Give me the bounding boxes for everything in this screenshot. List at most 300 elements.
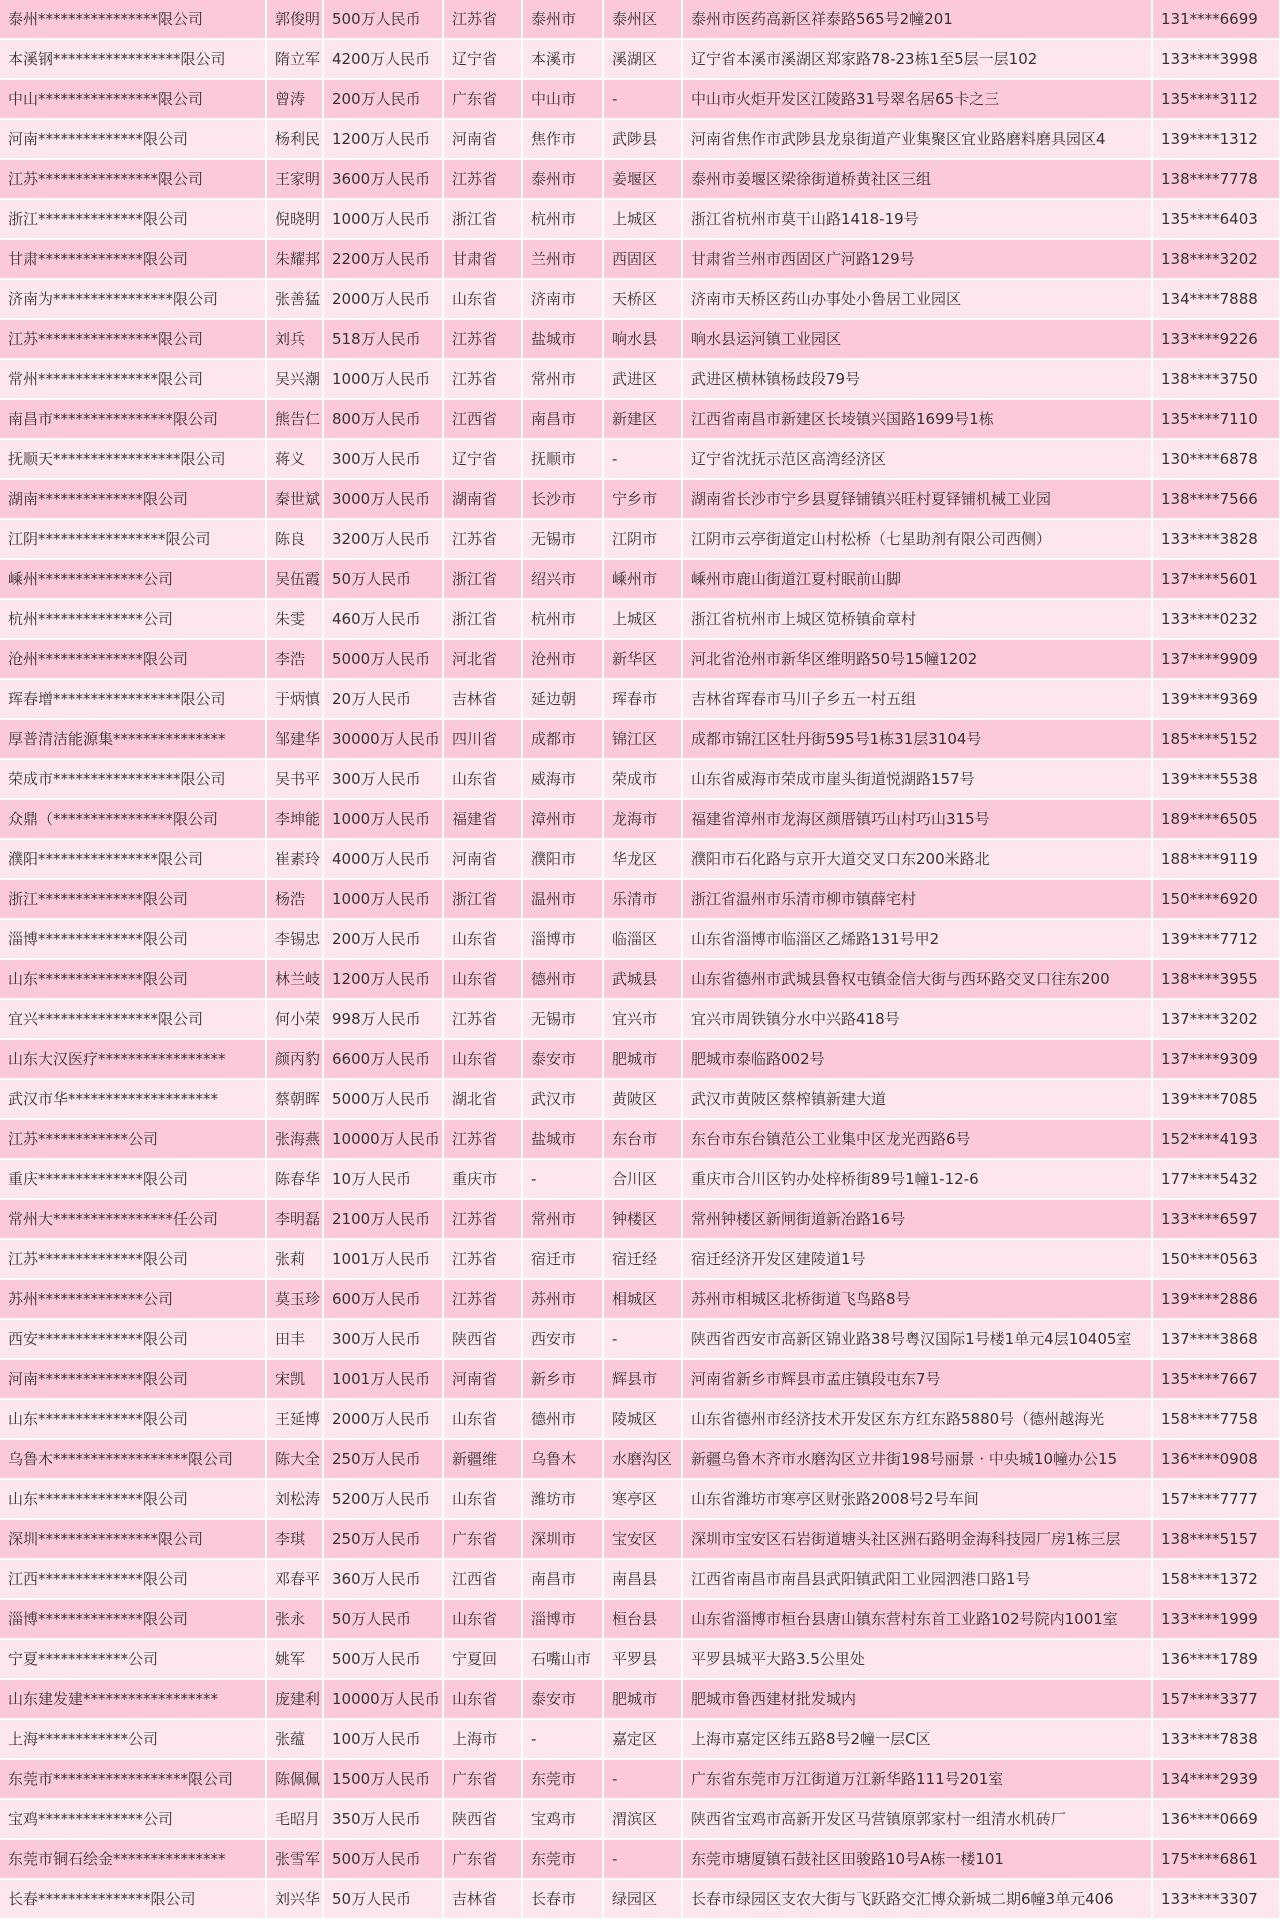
cell-company: 甘肃**************限公司 bbox=[0, 239, 266, 279]
cell-legal-person: 陈大全 bbox=[266, 1439, 323, 1479]
cell-legal-person: 张永 bbox=[266, 1599, 323, 1639]
cell-city: 新乡市 bbox=[522, 1359, 603, 1399]
cell-capital: 50万人民币 bbox=[323, 559, 443, 599]
cell-address: 陕西省西安市高新区锦业路38号粤汉国际1号楼1单元4层10405室 bbox=[682, 1319, 1152, 1359]
cell-phone: 150****6920 bbox=[1152, 879, 1280, 919]
cell-company: 河南**************限公司 bbox=[0, 119, 266, 159]
cell-phone: 139****7085 bbox=[1152, 1079, 1280, 1119]
cell-district: 辉县市 bbox=[603, 1359, 682, 1399]
cell-phone: 133****3307 bbox=[1152, 1879, 1280, 1919]
cell-district: 肥城市 bbox=[603, 1039, 682, 1079]
cell-capital: 3000万人民币 bbox=[323, 479, 443, 519]
cell-company: 长春***************限公司 bbox=[0, 1879, 266, 1919]
table-row bbox=[0, 799, 1280, 839]
cell-address: 肥城市鲁西建材批发城内 bbox=[682, 1679, 1152, 1719]
cell-company: 山东大汉医疗***************** bbox=[0, 1039, 266, 1079]
cell-province: 江苏省 bbox=[443, 519, 522, 559]
cell-address: 东莞市塘厦镇石鼓社区田骏路10号A栋一楼101 bbox=[682, 1839, 1152, 1879]
cell-capital: 600万人民币 bbox=[323, 1279, 443, 1319]
cell-province: 宁夏回 bbox=[443, 1639, 522, 1679]
cell-legal-person: 崔素玲 bbox=[266, 839, 323, 879]
cell-province: 江苏省 bbox=[443, 1279, 522, 1319]
cell-phone: 134****7888 bbox=[1152, 279, 1280, 319]
cell-district: 武城县 bbox=[603, 959, 682, 999]
cell-province: 浙江省 bbox=[443, 199, 522, 239]
cell-city: 延边朝 bbox=[522, 679, 603, 719]
cell-city: 濮阳市 bbox=[522, 839, 603, 879]
cell-capital: 5200万人民币 bbox=[323, 1479, 443, 1519]
cell-company: 宁夏************公司 bbox=[0, 1639, 266, 1679]
cell-district: 珲春市 bbox=[603, 679, 682, 719]
table-row bbox=[0, 119, 1280, 159]
cell-capital: 500万人民币 bbox=[323, 1839, 443, 1879]
cell-capital: 1001万人民币 bbox=[323, 1359, 443, 1399]
table-row bbox=[0, 39, 1280, 79]
cell-capital: 5000万人民币 bbox=[323, 639, 443, 679]
cell-city: 长春市 bbox=[522, 1879, 603, 1919]
cell-legal-person: 熊告仁 bbox=[266, 399, 323, 439]
cell-legal-person: 张蕴 bbox=[266, 1719, 323, 1759]
cell-legal-person: 倪晓明 bbox=[266, 199, 323, 239]
cell-phone: 139****2886 bbox=[1152, 1279, 1280, 1319]
cell-capital: 1200万人民币 bbox=[323, 119, 443, 159]
cell-city: 漳州市 bbox=[522, 799, 603, 839]
cell-address: 浙江省杭州市上城区笕桥镇俞章村 bbox=[682, 599, 1152, 639]
cell-company: 东莞市******************限公司 bbox=[0, 1759, 266, 1799]
cell-address: 重庆市合川区钓办处梓桥街89号1幢1-12-6 bbox=[682, 1159, 1152, 1199]
cell-company: 抚顺天*****************限公司 bbox=[0, 439, 266, 479]
cell-capital: 2100万人民币 bbox=[323, 1199, 443, 1239]
cell-district: 宝安区 bbox=[603, 1519, 682, 1559]
cell-address: 江阴市云亭街道定山村松桥（七星助剂有限公司西侧） bbox=[682, 519, 1152, 559]
cell-province: 浙江省 bbox=[443, 559, 522, 599]
cell-province: 江苏省 bbox=[443, 359, 522, 399]
cell-company: 西安**************限公司 bbox=[0, 1319, 266, 1359]
table-row bbox=[0, 399, 1280, 439]
cell-company: 常州大****************任公司 bbox=[0, 1199, 266, 1239]
cell-city: 深圳市 bbox=[522, 1519, 603, 1559]
table-row bbox=[0, 1399, 1280, 1439]
cell-city: 泰安市 bbox=[522, 1679, 603, 1719]
cell-company: 江苏****************限公司 bbox=[0, 319, 266, 359]
cell-district: - bbox=[603, 79, 682, 119]
cell-company: 泰州****************限公司 bbox=[0, 0, 266, 39]
cell-district: 宿迁经 bbox=[603, 1239, 682, 1279]
cell-address: 江西省南昌市南昌县武阳镇武阳工业园泗港口路1号 bbox=[682, 1559, 1152, 1599]
cell-phone: 139****9369 bbox=[1152, 679, 1280, 719]
cell-legal-person: 曾涛 bbox=[266, 79, 323, 119]
cell-province: 上海市 bbox=[443, 1719, 522, 1759]
cell-district: 武陟县 bbox=[603, 119, 682, 159]
cell-district: 上城区 bbox=[603, 599, 682, 639]
cell-phone: 139****7712 bbox=[1152, 919, 1280, 959]
cell-address: 苏州市相城区北桥街道飞鸟路8号 bbox=[682, 1279, 1152, 1319]
cell-province: 江苏省 bbox=[443, 0, 522, 39]
cell-company: 南昌市****************限公司 bbox=[0, 399, 266, 439]
cell-district: 姜堰区 bbox=[603, 159, 682, 199]
table-row bbox=[0, 919, 1280, 959]
cell-company: 山东**************限公司 bbox=[0, 959, 266, 999]
cell-address: 福建省漳州市龙海区颜厝镇巧山村巧山315号 bbox=[682, 799, 1152, 839]
cell-capital: 350万人民币 bbox=[323, 1799, 443, 1839]
cell-phone: 133****3828 bbox=[1152, 519, 1280, 559]
cell-capital: 2000万人民币 bbox=[323, 1399, 443, 1439]
cell-province: 浙江省 bbox=[443, 599, 522, 639]
cell-province: 山东省 bbox=[443, 1679, 522, 1719]
table-row bbox=[0, 1319, 1280, 1359]
cell-district: 龙海市 bbox=[603, 799, 682, 839]
cell-city: 中山市 bbox=[522, 79, 603, 119]
cell-phone: 136****0908 bbox=[1152, 1439, 1280, 1479]
cell-capital: 200万人民币 bbox=[323, 79, 443, 119]
cell-city: 淄博市 bbox=[522, 1599, 603, 1639]
cell-province: 陕西省 bbox=[443, 1799, 522, 1839]
cell-city: 乌鲁木 bbox=[522, 1439, 603, 1479]
cell-province: 广东省 bbox=[443, 1519, 522, 1559]
cell-phone: 133****6597 bbox=[1152, 1199, 1280, 1239]
cell-capital: 5000万人民币 bbox=[323, 1079, 443, 1119]
cell-capital: 1000万人民币 bbox=[323, 879, 443, 919]
cell-district: 响水县 bbox=[603, 319, 682, 359]
cell-address: 武汉市黄陂区蔡榨镇新建大道 bbox=[682, 1079, 1152, 1119]
cell-district: 嵊州市 bbox=[603, 559, 682, 599]
cell-company: 湖南**************限公司 bbox=[0, 479, 266, 519]
cell-city: 沧州市 bbox=[522, 639, 603, 679]
cell-phone: 135****7110 bbox=[1152, 399, 1280, 439]
cell-company: 江苏****************限公司 bbox=[0, 159, 266, 199]
table-row bbox=[0, 159, 1280, 199]
cell-district: 锦江区 bbox=[603, 719, 682, 759]
cell-legal-person: 刘兴华 bbox=[266, 1879, 323, 1919]
cell-city: 宝鸡市 bbox=[522, 1799, 603, 1839]
cell-company: 东莞市铜石绘金*************** bbox=[0, 1839, 266, 1879]
cell-legal-person: 颜丙豹 bbox=[266, 1039, 323, 1079]
cell-address: 湖南省长沙市宁乡县夏铎铺镇兴旺村夏铎铺机械工业园 bbox=[682, 479, 1152, 519]
table-row bbox=[0, 639, 1280, 679]
cell-city: 淄博市 bbox=[522, 919, 603, 959]
cell-company: 乌鲁木******************限公司 bbox=[0, 1439, 266, 1479]
table-row bbox=[0, 1759, 1280, 1799]
cell-phone: 152****4193 bbox=[1152, 1119, 1280, 1159]
cell-company: 重庆**************限公司 bbox=[0, 1159, 266, 1199]
cell-district: 武进区 bbox=[603, 359, 682, 399]
table-row bbox=[0, 0, 1280, 39]
cell-district: 新建区 bbox=[603, 399, 682, 439]
cell-company: 荣成市*****************限公司 bbox=[0, 759, 266, 799]
cell-city: 焦作市 bbox=[522, 119, 603, 159]
cell-address: 新疆乌鲁木齐市水磨沟区立井街198号丽景 · 中央城10幢办公15 bbox=[682, 1439, 1152, 1479]
cell-phone: 188****9119 bbox=[1152, 839, 1280, 879]
cell-legal-person: 杨浩 bbox=[266, 879, 323, 919]
cell-capital: 200万人民币 bbox=[323, 919, 443, 959]
cell-capital: 4000万人民币 bbox=[323, 839, 443, 879]
cell-address: 吉林省珲春市马川子乡五一村五组 bbox=[682, 679, 1152, 719]
cell-phone: 137****3202 bbox=[1152, 999, 1280, 1039]
cell-legal-person: 陈良 bbox=[266, 519, 323, 559]
cell-province: 吉林省 bbox=[443, 679, 522, 719]
cell-company: 济南为****************限公司 bbox=[0, 279, 266, 319]
cell-address: 武进区横林镇杨歧段79号 bbox=[682, 359, 1152, 399]
cell-province: 广东省 bbox=[443, 1759, 522, 1799]
cell-phone: 138****7778 bbox=[1152, 159, 1280, 199]
table-row bbox=[0, 1719, 1280, 1759]
cell-legal-person: 姚军 bbox=[266, 1639, 323, 1679]
cell-legal-person: 陈春华 bbox=[266, 1159, 323, 1199]
cell-phone: 138****7566 bbox=[1152, 479, 1280, 519]
table-row bbox=[0, 1039, 1280, 1079]
table-row bbox=[0, 1519, 1280, 1559]
cell-capital: 250万人民币 bbox=[323, 1439, 443, 1479]
cell-company: 淄博**************限公司 bbox=[0, 1599, 266, 1639]
cell-legal-person: 莫玉珍 bbox=[266, 1279, 323, 1319]
cell-province: 广东省 bbox=[443, 79, 522, 119]
cell-address: 山东省威海市荣成市崖头街道悦湖路157号 bbox=[682, 759, 1152, 799]
cell-address: 泰州市医药高新区祥泰路565号2幢201 bbox=[682, 0, 1152, 39]
cell-province: 广东省 bbox=[443, 1839, 522, 1879]
cell-address: 宜兴市周铁镇分水中兴路418号 bbox=[682, 999, 1152, 1039]
cell-district: 东台市 bbox=[603, 1119, 682, 1159]
cell-legal-person: 李坤能 bbox=[266, 799, 323, 839]
cell-city: 济南市 bbox=[522, 279, 603, 319]
cell-capital: 30000万人民币 bbox=[323, 719, 443, 759]
cell-capital: 300万人民币 bbox=[323, 1319, 443, 1359]
cell-address: 中山市火炬开发区江陵路31号翠名居65卡之三 bbox=[682, 79, 1152, 119]
cell-district: 寒亭区 bbox=[603, 1479, 682, 1519]
cell-district: 新华区 bbox=[603, 639, 682, 679]
cell-phone: 134****2939 bbox=[1152, 1759, 1280, 1799]
table-row bbox=[0, 519, 1280, 559]
cell-phone: 158****1372 bbox=[1152, 1559, 1280, 1599]
cell-phone: 138****3955 bbox=[1152, 959, 1280, 999]
cell-city: 泰安市 bbox=[522, 1039, 603, 1079]
cell-company: 江西**************限公司 bbox=[0, 1559, 266, 1599]
cell-capital: 4200万人民币 bbox=[323, 39, 443, 79]
cell-phone: 136****1789 bbox=[1152, 1639, 1280, 1679]
cell-legal-person: 朱耀邦 bbox=[266, 239, 323, 279]
cell-city: 常州市 bbox=[522, 1199, 603, 1239]
cell-address: 河南省新乡市辉县市孟庄镇段屯东7号 bbox=[682, 1359, 1152, 1399]
cell-address: 泰州市姜堰区梁徐街道桥黄社区三组 bbox=[682, 159, 1152, 199]
cell-city: 石嘴山市 bbox=[522, 1639, 603, 1679]
cell-city: - bbox=[522, 1719, 603, 1759]
cell-province: 山东省 bbox=[443, 919, 522, 959]
cell-city: 南昌市 bbox=[522, 399, 603, 439]
cell-address: 山东省淄博市桓台县唐山镇东营村东首工业路102号院内1001室 bbox=[682, 1599, 1152, 1639]
cell-district: 钟楼区 bbox=[603, 1199, 682, 1239]
cell-address: 济南市天桥区药山办事处小鲁居工业园区 bbox=[682, 279, 1152, 319]
cell-phone: 177****5432 bbox=[1152, 1159, 1280, 1199]
cell-company: 厚普清洁能源集*************** bbox=[0, 719, 266, 759]
cell-district: 临淄区 bbox=[603, 919, 682, 959]
table-row bbox=[0, 1799, 1280, 1839]
cell-legal-person: 吴兴潮 bbox=[266, 359, 323, 399]
cell-district: 溪湖区 bbox=[603, 39, 682, 79]
cell-phone: 185****5152 bbox=[1152, 719, 1280, 759]
cell-company: 山东建发建****************** bbox=[0, 1679, 266, 1719]
cell-district: 嘉定区 bbox=[603, 1719, 682, 1759]
cell-province: 江苏省 bbox=[443, 1119, 522, 1159]
cell-district: 华龙区 bbox=[603, 839, 682, 879]
cell-city: 无锡市 bbox=[522, 519, 603, 559]
cell-district: 乐清市 bbox=[603, 879, 682, 919]
cell-phone: 137****9909 bbox=[1152, 639, 1280, 679]
cell-address: 肥城市泰临路002号 bbox=[682, 1039, 1152, 1079]
cell-capital: 500万人民币 bbox=[323, 1639, 443, 1679]
table-row bbox=[0, 479, 1280, 519]
table-row bbox=[0, 1559, 1280, 1599]
cell-district: 宁乡市 bbox=[603, 479, 682, 519]
cell-company: 山东**************限公司 bbox=[0, 1399, 266, 1439]
cell-capital: 1000万人民币 bbox=[323, 799, 443, 839]
cell-province: 辽宁省 bbox=[443, 39, 522, 79]
table-row bbox=[0, 1119, 1280, 1159]
table-row bbox=[0, 1639, 1280, 1679]
cell-city: 兰州市 bbox=[522, 239, 603, 279]
cell-province: 河南省 bbox=[443, 119, 522, 159]
cell-address: 甘肃省兰州市西固区广河路129号 bbox=[682, 239, 1152, 279]
cell-capital: 360万人民币 bbox=[323, 1559, 443, 1599]
table-row bbox=[0, 1679, 1280, 1719]
cell-legal-person: 林兰岐 bbox=[266, 959, 323, 999]
cell-company: 江苏************公司 bbox=[0, 1119, 266, 1159]
table-row bbox=[0, 759, 1280, 799]
cell-city: 长沙市 bbox=[522, 479, 603, 519]
cell-city: 潍坊市 bbox=[522, 1479, 603, 1519]
cell-province: 山东省 bbox=[443, 1479, 522, 1519]
cell-province: 重庆市 bbox=[443, 1159, 522, 1199]
cell-capital: 518万人民币 bbox=[323, 319, 443, 359]
cell-district: 宜兴市 bbox=[603, 999, 682, 1039]
cell-phone: 133****7838 bbox=[1152, 1719, 1280, 1759]
cell-phone: 157****3377 bbox=[1152, 1679, 1280, 1719]
cell-legal-person: 张莉 bbox=[266, 1239, 323, 1279]
cell-company: 众鼎（****************限公司 bbox=[0, 799, 266, 839]
cell-capital: 3200万人民币 bbox=[323, 519, 443, 559]
table-row bbox=[0, 959, 1280, 999]
cell-city: 杭州市 bbox=[522, 599, 603, 639]
table-row bbox=[0, 1879, 1280, 1919]
cell-city: 武汉市 bbox=[522, 1079, 603, 1119]
cell-city: 东莞市 bbox=[522, 1759, 603, 1799]
cell-capital: 1200万人民币 bbox=[323, 959, 443, 999]
table-row bbox=[0, 719, 1280, 759]
cell-address: 浙江省杭州市莫干山路1418-19号 bbox=[682, 199, 1152, 239]
table-row bbox=[0, 559, 1280, 599]
cell-company: 珲春增*****************限公司 bbox=[0, 679, 266, 719]
cell-province: 河北省 bbox=[443, 639, 522, 679]
table-row bbox=[0, 359, 1280, 399]
cell-company: 山东**************限公司 bbox=[0, 1479, 266, 1519]
cell-company: 上海************公司 bbox=[0, 1719, 266, 1759]
cell-address: 浙江省温州市乐清市柳市镇薛宅村 bbox=[682, 879, 1152, 919]
cell-company: 深圳****************限公司 bbox=[0, 1519, 266, 1559]
cell-address: 山东省淄博市临淄区乙烯路131号甲2 bbox=[682, 919, 1152, 959]
cell-district: 上城区 bbox=[603, 199, 682, 239]
cell-phone: 131****6699 bbox=[1152, 0, 1280, 39]
cell-legal-person: 秦世斌 bbox=[266, 479, 323, 519]
cell-legal-person: 李琪 bbox=[266, 1519, 323, 1559]
cell-address: 江西省南昌市新建区长堎镇兴国路1699号1栋 bbox=[682, 399, 1152, 439]
cell-district: 西固区 bbox=[603, 239, 682, 279]
cell-capital: 2200万人民币 bbox=[323, 239, 443, 279]
cell-province: 湖北省 bbox=[443, 1079, 522, 1119]
cell-province: 四川省 bbox=[443, 719, 522, 759]
cell-address: 辽宁省本溪市溪湖区郑家路78-23栋1至5层一层102 bbox=[682, 39, 1152, 79]
cell-district: - bbox=[603, 439, 682, 479]
cell-legal-person: 李明磊 bbox=[266, 1199, 323, 1239]
cell-district: - bbox=[603, 1839, 682, 1879]
cell-district: 绿园区 bbox=[603, 1879, 682, 1919]
cell-address: 山东省德州市经济技术开发区东方红东路5880号（德州越海光 bbox=[682, 1399, 1152, 1439]
cell-city: 泰州市 bbox=[522, 0, 603, 39]
cell-address: 陕西省宝鸡市高新开发区马营镇原郭家村一组清水机砖厂 bbox=[682, 1799, 1152, 1839]
cell-legal-person: 宋凯 bbox=[266, 1359, 323, 1399]
cell-capital: 1000万人民币 bbox=[323, 199, 443, 239]
cell-company: 浙江**************限公司 bbox=[0, 199, 266, 239]
cell-legal-person: 蔡朝晖 bbox=[266, 1079, 323, 1119]
cell-capital: 300万人民币 bbox=[323, 759, 443, 799]
cell-district: 天桥区 bbox=[603, 279, 682, 319]
cell-company: 河南**************限公司 bbox=[0, 1359, 266, 1399]
cell-province: 山东省 bbox=[443, 959, 522, 999]
cell-phone: 158****7758 bbox=[1152, 1399, 1280, 1439]
cell-province: 吉林省 bbox=[443, 1879, 522, 1919]
cell-city: 南昌市 bbox=[522, 1559, 603, 1599]
cell-legal-person: 王延博 bbox=[266, 1399, 323, 1439]
cell-phone: 175****6861 bbox=[1152, 1839, 1280, 1879]
cell-address: 成都市锦江区牡丹街595号1栋31层3104号 bbox=[682, 719, 1152, 759]
cell-phone: 133****3998 bbox=[1152, 39, 1280, 79]
cell-capital: 1001万人民币 bbox=[323, 1239, 443, 1279]
cell-district: 荣成市 bbox=[603, 759, 682, 799]
cell-province: 福建省 bbox=[443, 799, 522, 839]
cell-phone: 136****0669 bbox=[1152, 1799, 1280, 1839]
cell-legal-person: 朱雯 bbox=[266, 599, 323, 639]
cell-district: 合川区 bbox=[603, 1159, 682, 1199]
cell-province: 河南省 bbox=[443, 1359, 522, 1399]
cell-district: 江阴市 bbox=[603, 519, 682, 559]
cell-province: 甘肃省 bbox=[443, 239, 522, 279]
cell-district: 桓台县 bbox=[603, 1599, 682, 1639]
cell-district: 黄陂区 bbox=[603, 1079, 682, 1119]
table-row bbox=[0, 319, 1280, 359]
cell-city: 盐城市 bbox=[522, 1119, 603, 1159]
cell-province: 山东省 bbox=[443, 759, 522, 799]
cell-district: 肥城市 bbox=[603, 1679, 682, 1719]
cell-legal-person: 蒋义 bbox=[266, 439, 323, 479]
cell-district: - bbox=[603, 1319, 682, 1359]
cell-address: 深圳市宝安区石岩街道塘头社区洲石路明金海科技园厂房1栋三层 bbox=[682, 1519, 1152, 1559]
cell-capital: 2000万人民币 bbox=[323, 279, 443, 319]
cell-legal-person: 陈佩佩 bbox=[266, 1759, 323, 1799]
cell-city: 苏州市 bbox=[522, 1279, 603, 1319]
cell-address: 嵊州市鹿山街道江夏村眠前山脚 bbox=[682, 559, 1152, 599]
cell-district: 平罗县 bbox=[603, 1639, 682, 1679]
cell-city: 威海市 bbox=[522, 759, 603, 799]
cell-district: 水磨沟区 bbox=[603, 1439, 682, 1479]
cell-capital: 300万人民币 bbox=[323, 439, 443, 479]
cell-province: 江苏省 bbox=[443, 999, 522, 1039]
cell-capital: 50万人民币 bbox=[323, 1599, 443, 1639]
cell-city: 东莞市 bbox=[522, 1839, 603, 1879]
cell-company: 常州****************限公司 bbox=[0, 359, 266, 399]
cell-address: 广东省东莞市万江街道万江新华路111号201室 bbox=[682, 1759, 1152, 1799]
cell-company: 嵊州**************公司 bbox=[0, 559, 266, 599]
table-row bbox=[0, 79, 1280, 119]
cell-legal-person: 李浩 bbox=[266, 639, 323, 679]
cell-phone: 137****5601 bbox=[1152, 559, 1280, 599]
cell-legal-person: 刘兵 bbox=[266, 319, 323, 359]
